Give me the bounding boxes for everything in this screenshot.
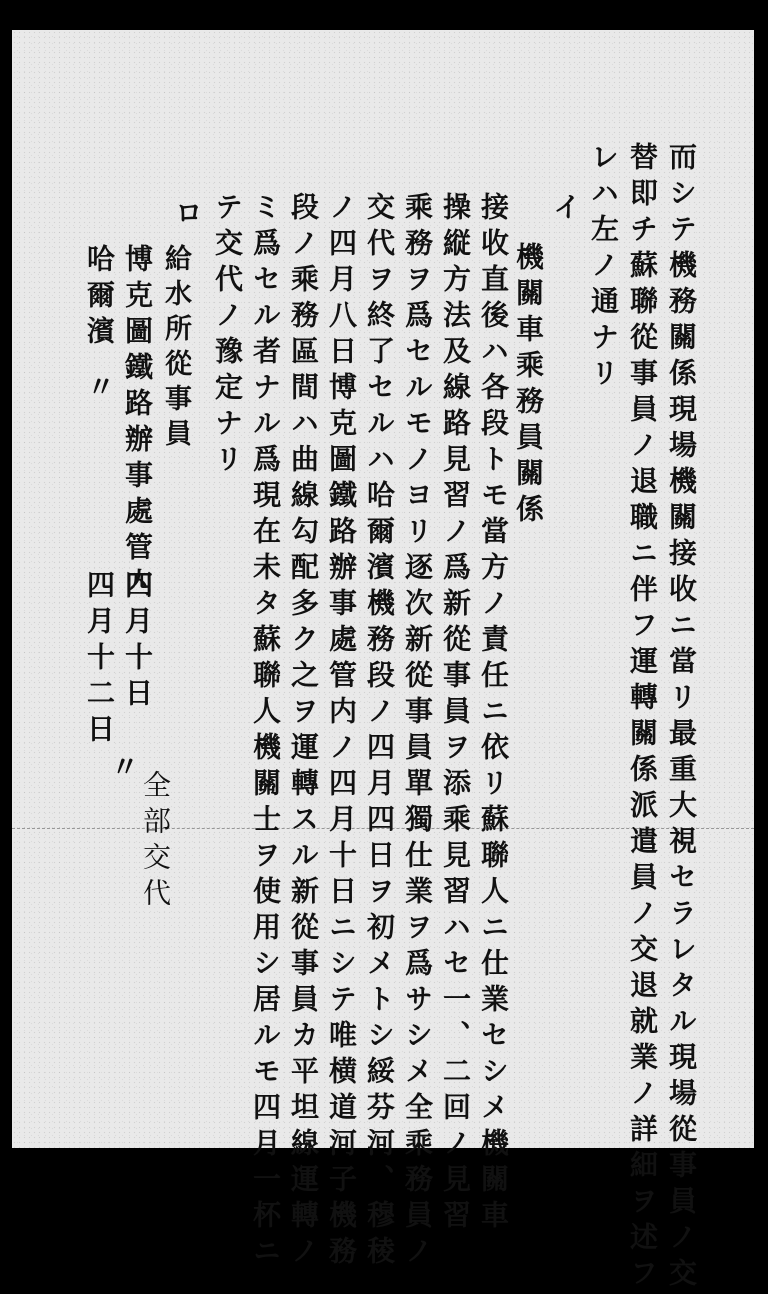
- date-april-10: 四月十日: [121, 570, 154, 714]
- text-column-3: レハ左ノ通ナリ: [587, 142, 620, 394]
- text-column-8: 乘務ヲ爲セルモノヨリ逐次新從事員單獨仕業ヲ爲サシメ全乘務員ノ: [401, 192, 434, 1272]
- text-column-12: ミ爲セル者ナル爲現在未タ蘇聯人機關士ヲ使用シ居ルモ四月一杯ニ: [249, 192, 282, 1272]
- status-all-replaced: 全部交代: [139, 770, 172, 914]
- location-bokuto: 博克圖鐵路辦事處管内: [121, 244, 154, 604]
- text-column-9: 交代ヲ終了セルハ哈爾濱機務段ノ四月四日ヲ初メトシ綏芬河、穆稜: [363, 192, 396, 1272]
- text-column-10: ノ四月八日博克圖鐵路辦事處管内ノ四月十日ニシテ唯横道河子機務: [325, 192, 358, 1272]
- ditto-mark-2: 〃: [107, 752, 140, 788]
- text-column-1: 而シテ機務關係現場機關接收ニ當リ最重大視セラレタル現場從事員ノ交: [665, 142, 698, 1294]
- text-column-2: 替即チ蘇聯從事員ノ退職ニ伴フ運轉關係派遣員ノ交退就業ノ詳細ヲ述フ: [626, 142, 659, 1294]
- ditto-mark-1: 〃: [83, 372, 116, 408]
- text-column-7: 操縦方法及線路見習ノ爲新從事員ヲ添乘見習ハセ一、二回ノ見習: [439, 192, 472, 1236]
- section-marker-i: イ: [549, 192, 582, 228]
- date-april-12: 四月十二日: [83, 570, 116, 750]
- section-heading-water-station: 給水所從事員: [160, 244, 191, 454]
- text-column-11: 段ノ乘務區間ハ曲線勾配多ク之ヲ運轉スル新從事員カ平坦線運轉ノ: [287, 192, 320, 1272]
- text-column-13: テ交代ノ豫定ナリ: [211, 192, 244, 480]
- location-harbin: 哈爾濱: [83, 244, 116, 352]
- text-column-6: 接收直後ハ各段トモ當方ノ責任ニ依リ蘇聯人ニ仕業セシメ機關車: [477, 192, 510, 1236]
- section-marker-ro: ロ: [171, 198, 204, 234]
- section-heading-locomotive-crew: 機關車乘務員關係: [512, 242, 545, 530]
